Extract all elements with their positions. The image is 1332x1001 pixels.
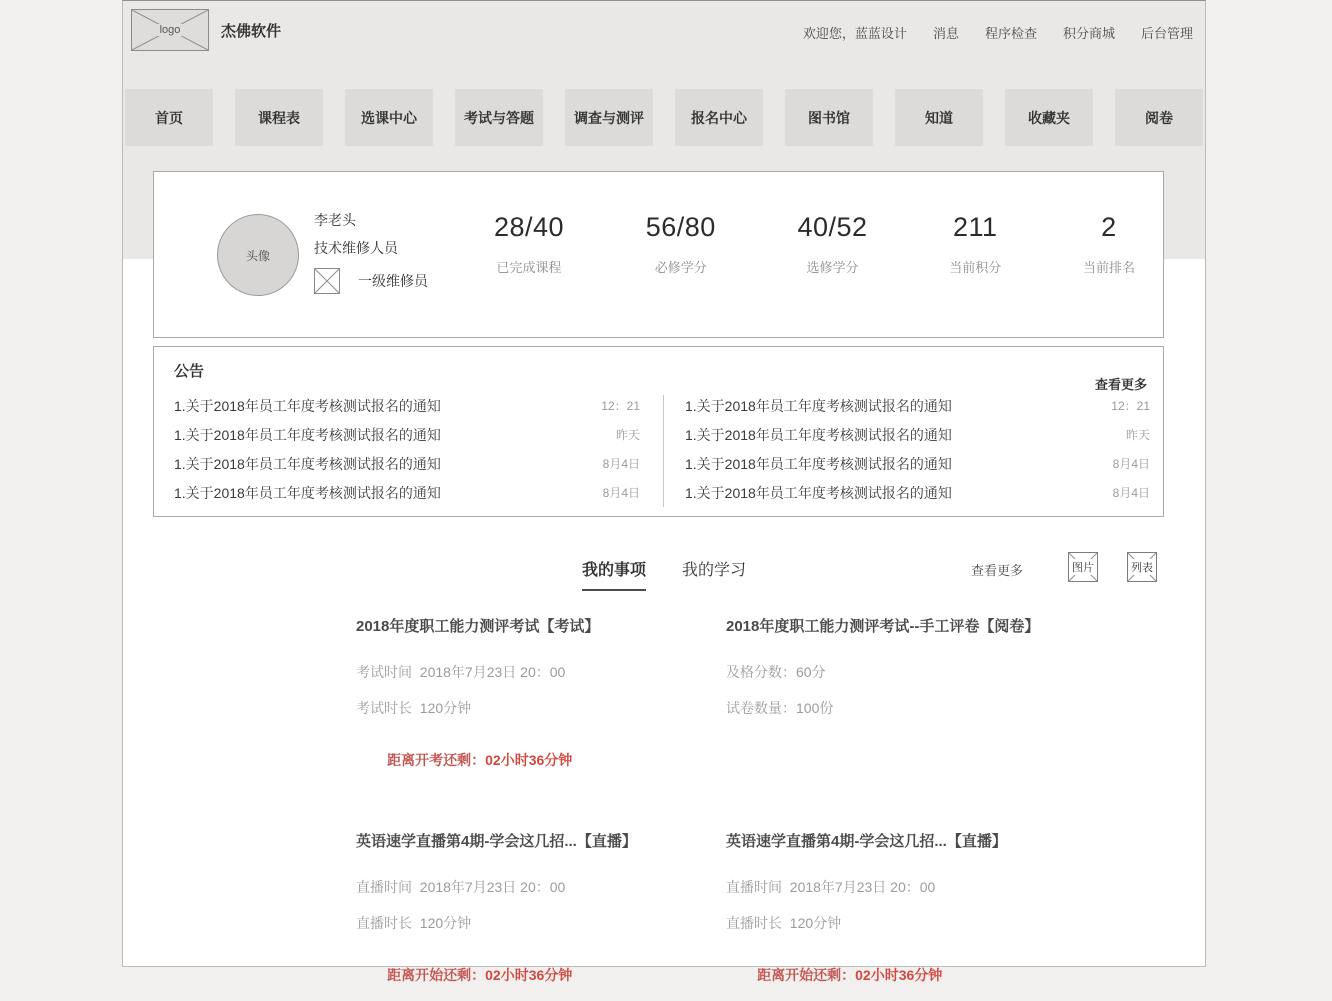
list-view-button[interactable] <box>1127 552 1157 582</box>
header-links <box>803 1 1193 63</box>
my-section-tabs <box>123 557 1205 591</box>
countdown-label: 距离开始还剩： <box>757 967 856 983</box>
announcement-text: 1.关于2018年员工年度考核测试报名的通知 <box>174 426 441 443</box>
badge-image-icon <box>314 268 340 294</box>
announcement-item[interactable] <box>685 449 1150 478</box>
stat-value: 2 <box>1101 212 1117 242</box>
header <box>123 1 1205 63</box>
announcement-item[interactable] <box>174 478 640 507</box>
countdown-value: 02小时36分钟 <box>485 752 573 768</box>
card-meta-time: 直播时间 2018年7月23日 20：00 <box>726 879 936 895</box>
live-card <box>356 830 726 1001</box>
announcement-text: 1.关于2018年员工年度考核测试报名的通知 <box>685 397 952 414</box>
announcement-item[interactable] <box>174 391 640 420</box>
card-title[interactable]: 2018年度职工能力测评考试【考试】 <box>356 618 600 635</box>
stat-label: 当前排名 <box>1082 260 1135 275</box>
exam-card <box>356 615 726 786</box>
badge-row <box>314 268 428 294</box>
announcement-time: 8月4日 <box>1112 457 1150 471</box>
grading-card <box>726 615 1156 786</box>
stat-current-rank <box>1083 212 1135 276</box>
countdown-label: 距离开始还剩： <box>387 967 486 983</box>
announcement-time: 8月4日 <box>602 457 640 471</box>
stat-value: 56/80 <box>645 212 716 242</box>
stat-label: 必修学分 <box>654 260 707 275</box>
card-title[interactable]: 2018年度职工能力测评考试--手工评卷【阅卷】 <box>726 618 1040 635</box>
stat-current-points <box>949 212 1001 276</box>
announcement-item[interactable] <box>685 391 1150 420</box>
card-title[interactable]: 英语速学直播第4期-学会这几招...【直播】 <box>356 833 637 850</box>
nav-tab-survey[interactable]: 调查与测评 <box>565 89 653 146</box>
announcement-item[interactable] <box>685 420 1150 449</box>
card-meta-duration: 直播时长 120分钟 <box>726 915 842 931</box>
logo-label: logo <box>157 24 184 36</box>
main-nav <box>125 89 1203 146</box>
announcements-left-column <box>174 391 640 507</box>
countdown-value: 02小时36分钟 <box>855 967 943 983</box>
announcement-text: 1.关于2018年员工年度考核测试报名的通知 <box>174 397 441 414</box>
nav-tab-course-center[interactable]: 选课中心 <box>345 89 433 146</box>
stat-elective-credits <box>798 212 868 276</box>
avatar[interactable] <box>217 214 299 296</box>
card-meta-duration: 直播时长 120分钟 <box>356 915 472 931</box>
stat-label: 当前积分 <box>949 260 1002 275</box>
announcement-time: 12：21 <box>601 399 640 413</box>
tab-my-learning[interactable]: 我的学习 <box>682 562 747 579</box>
card-title[interactable]: 英语速学直播第4期-学会这几招...【直播】 <box>726 833 1007 850</box>
stats-row <box>494 212 1135 276</box>
stat-label: 选修学分 <box>806 260 859 275</box>
announcement-text: 1.关于2018年员工年度考核测试报名的通知 <box>174 455 441 472</box>
admin-link[interactable]: 后台管理 <box>1140 25 1193 41</box>
main-container <box>122 0 1206 983</box>
nav-tab-favorites[interactable]: 收藏夹 <box>1005 89 1093 146</box>
column-divider <box>663 395 664 507</box>
program-check-link[interactable]: 程序检查 <box>984 25 1037 41</box>
my-items-grid <box>356 615 1156 1001</box>
announcement-time: 8月4日 <box>602 486 640 500</box>
live-card <box>726 830 1156 1001</box>
card-meta-paper-count: 试卷数量：100份 <box>726 700 834 716</box>
announcement-time: 12：21 <box>1111 399 1150 413</box>
nav-tab-grading[interactable]: 阅卷 <box>1115 89 1203 146</box>
points-mall-link[interactable]: 积分商城 <box>1062 25 1115 41</box>
profile-card <box>153 171 1164 338</box>
stat-completed-courses <box>494 212 564 276</box>
nav-tab-library[interactable]: 图书馆 <box>785 89 873 146</box>
list-view-label: 列表 <box>1130 559 1154 575</box>
announcement-item[interactable] <box>174 449 640 478</box>
card-countdown <box>356 734 726 786</box>
announcements-more-link[interactable]: 查看更多 <box>1094 377 1147 392</box>
nav-tab-knowledge[interactable]: 知道 <box>895 89 983 146</box>
avatar-label: 头像 <box>245 248 270 263</box>
logo[interactable] <box>131 9 209 51</box>
card-meta-time: 考试时间 2018年7月23日 20：00 <box>356 664 566 680</box>
view-toggles <box>1068 552 1157 582</box>
announcement-time: 昨天 <box>1125 428 1150 442</box>
announcements-right-column <box>685 391 1150 507</box>
announcement-text: 1.关于2018年员工年度考核测试报名的通知 <box>685 484 952 501</box>
nav-tab-exams[interactable]: 考试与答题 <box>455 89 543 146</box>
stat-value: 40/52 <box>797 212 868 242</box>
stat-required-credits <box>646 212 716 276</box>
announcement-item[interactable] <box>174 420 640 449</box>
image-view-label: 图片 <box>1071 559 1095 575</box>
announcements-panel <box>153 346 1164 517</box>
stat-label: 已完成课程 <box>496 260 562 275</box>
card-meta-duration: 考试时长 120分钟 <box>356 700 472 716</box>
my-section-more-link[interactable]: 查看更多 <box>970 563 1023 578</box>
announcements-title: 公告 <box>174 363 205 380</box>
announcement-text: 1.关于2018年员工年度考核测试报名的通知 <box>174 484 441 501</box>
stat-value: 28/40 <box>494 212 565 242</box>
announcement-text: 1.关于2018年员工年度考核测试报名的通知 <box>685 426 952 443</box>
badge-label: 一级维修员 <box>358 273 428 289</box>
nav-tab-schedule[interactable]: 课程表 <box>235 89 323 146</box>
announcement-time: 8月4日 <box>1112 486 1150 500</box>
nav-tab-home[interactable]: 首页 <box>125 89 213 146</box>
card-meta-pass-score: 及格分数：60分 <box>726 664 826 680</box>
countdown-value: 02小时36分钟 <box>485 967 573 983</box>
messages-link[interactable]: 消息 <box>932 25 959 41</box>
card-countdown <box>726 949 1156 1001</box>
tab-my-items[interactable]: 我的事项 <box>582 557 646 591</box>
card-meta-time: 直播时间 2018年7月23日 20：00 <box>356 879 566 895</box>
nav-tab-registration[interactable]: 报名中心 <box>675 89 763 146</box>
image-view-button[interactable] <box>1068 552 1098 582</box>
countdown-label: 距离开考还剩： <box>387 752 486 768</box>
site-title: 杰佛软件 <box>221 23 282 40</box>
announcement-text: 1.关于2018年员工年度考核测试报名的通知 <box>685 455 952 472</box>
announcement-item[interactable] <box>685 478 1150 507</box>
announcement-time: 昨天 <box>615 428 640 442</box>
stat-value: 211 <box>952 212 998 242</box>
card-countdown <box>356 949 726 1001</box>
user-role: 技术维修人员 <box>314 240 398 256</box>
user-name: 李老头 <box>314 212 356 228</box>
welcome-user-link[interactable]: 欢迎您，蓝蓝设计 <box>802 25 907 41</box>
